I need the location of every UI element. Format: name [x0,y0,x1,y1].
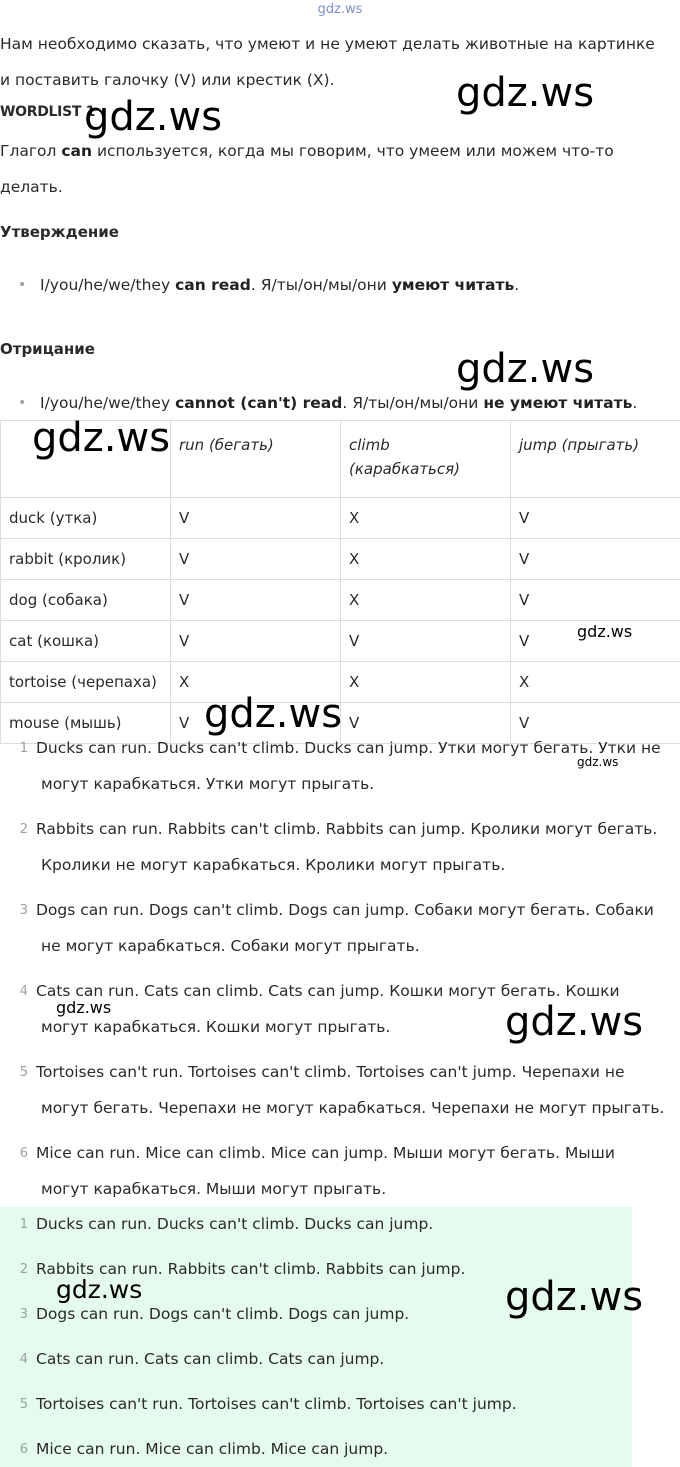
short-answer-line: Cats can run. Cats can climb. Cats can jump. [36,1350,385,1368]
table-row [1,498,680,539]
ability-mark-cell: V [511,539,680,580]
list-number: 6 [19,1442,28,1457]
negative-example: I/you/he/we/they cannot (can't) read. Я/ты/он/мы/они не умеют читать. [40,394,638,412]
ability-mark-cell: X [341,498,511,539]
bullet-icon: • [18,277,27,293]
watermark: gdz.ws [56,1275,143,1304]
answer-line: Cats can run. Cats can climb. Cats can jump. Кошки могут бегать. Кошки [36,982,620,1000]
ability-mark-cell: V [171,498,341,539]
list-number: 1 [19,1217,28,1232]
intro-line-1: Нам необходимо сказать, что умеют и не умеют делать животные на картинке [0,35,655,53]
answer-line: могут бегать. Черепахи не могут карабкаться. Черепахи не могут прыгать. [41,1099,665,1117]
list-number: 5 [19,1065,28,1080]
list-number: 6 [19,1146,28,1161]
list-number: 3 [19,903,28,918]
answer-line: не могут карабкаться. Собаки могут прыгать. [41,937,420,955]
answer-line: Кролики не могут карабкаться. Кролики могут прыгать. [41,856,506,874]
answer-line: Mice can run. Mice can climb. Mice can jump. Мыши могут бегать. Мыши [36,1144,615,1162]
table-row [1,580,680,621]
ability-mark-cell: V [341,703,511,744]
answer-line: Rabbits can run. Rabbits can't climb. Rabbits can jump. Кролики могут бегать. [36,820,658,838]
short-answer-line: Mice can run. Mice can climb. Mice can jump. [36,1440,389,1458]
animal-cell: rabbit (кролик) [1,539,171,580]
list-number: 2 [19,1262,28,1277]
watermark: gdz.ws [505,999,644,1045]
ability-mark-cell: X [511,662,680,703]
table-row [1,539,680,580]
affirmative-example: I/you/he/we/they can read. Я/ты/он/мы/они умеют читать. [40,276,520,294]
ability-mark-cell: V [171,621,341,662]
wordlist-label: WORDLIST 1 [0,104,96,120]
table-header-cell: climb (карабкаться) [341,421,511,498]
ability-mark-cell: X [341,662,511,703]
answer-line: Ducks can run. Ducks can't climb. Ducks can jump. Утки могут бегать. Утки не [36,739,661,757]
ability-mark-cell: V [511,498,680,539]
ability-mark-cell: V [171,703,341,744]
ability-mark-cell: V [511,621,680,662]
answer-line: могут карабкаться. Мыши могут прыгать. [41,1180,387,1198]
animal-cell: duck (утка) [1,498,171,539]
table-header-cell: jump (прыгать) [511,421,680,498]
watermark: gdz.ws [32,415,171,461]
affirmative-heading: Утверждение [0,223,119,241]
intro-line-2: и поставить галочку (V) или крестик (X). [0,71,335,89]
list-number: 4 [19,1352,28,1367]
answer-line: Tortoises can't run. Tortoises can't climb. Tortoises can't jump. Черепахи не [36,1063,625,1081]
watermark: gdz.ws [204,691,343,737]
short-answer-line: Ducks can run. Ducks can't climb. Ducks can jump. [36,1215,434,1233]
watermark: gdz.ws [456,346,595,392]
watermark: gdz.ws [84,94,223,140]
animal-cell: cat (кошка) [1,621,171,662]
watermark: gdz.ws [577,755,619,769]
ability-mark-cell: X [341,539,511,580]
ability-mark-cell: X [171,662,341,703]
list-number: 1 [19,741,28,756]
ability-mark-cell: V [171,580,341,621]
ability-mark-cell: V [171,539,341,580]
short-answer-line: Tortoises can't run. Tortoises can't climb. Tortoises can't jump. [36,1395,517,1413]
table-header-cell: run (бегать) [171,421,341,498]
list-number: 4 [19,984,28,999]
bullet-icon: • [18,395,27,411]
watermark: gdz.ws [505,1274,644,1320]
short-answers-highlight [0,1207,632,1467]
watermark: gdz.ws [56,998,112,1017]
ability-mark-cell: V [511,580,680,621]
animal-cell: tortoise (черепаха) [1,662,171,703]
negative-heading: Отрицание [0,340,95,358]
ability-mark-cell: V [341,621,511,662]
answer-line: могут карабкаться. Кошки могут прыгать. [41,1018,391,1036]
short-answer-line: Rabbits can run. Rabbits can't climb. Rabbits can jump. [36,1260,466,1278]
list-number: 2 [19,822,28,837]
animal-cell: dog (собака) [1,580,171,621]
answer-line: могут карабкаться. Утки могут прыгать. [41,775,375,793]
short-answer-line: Dogs can run. Dogs can't climb. Dogs can jump. [36,1305,410,1323]
watermark: gdz.ws [577,622,633,641]
ability-mark-cell: V [511,703,680,744]
ability-mark-cell: X [341,580,511,621]
list-number: 3 [19,1307,28,1322]
watermark: gdz.ws [456,70,595,116]
animal-cell: mouse (мышь) [1,703,171,744]
site-header-link[interactable]: gdz.ws [317,2,363,17]
can-paragraph-line-1: Глагол can используется, когда мы говорим, что умеем или можем что-то [0,142,614,160]
answer-line: Dogs can run. Dogs can't climb. Dogs can jump. Собаки могут бегать. Собаки [36,901,654,919]
can-paragraph-line-2: делать. [0,178,63,196]
list-number: 5 [19,1397,28,1412]
